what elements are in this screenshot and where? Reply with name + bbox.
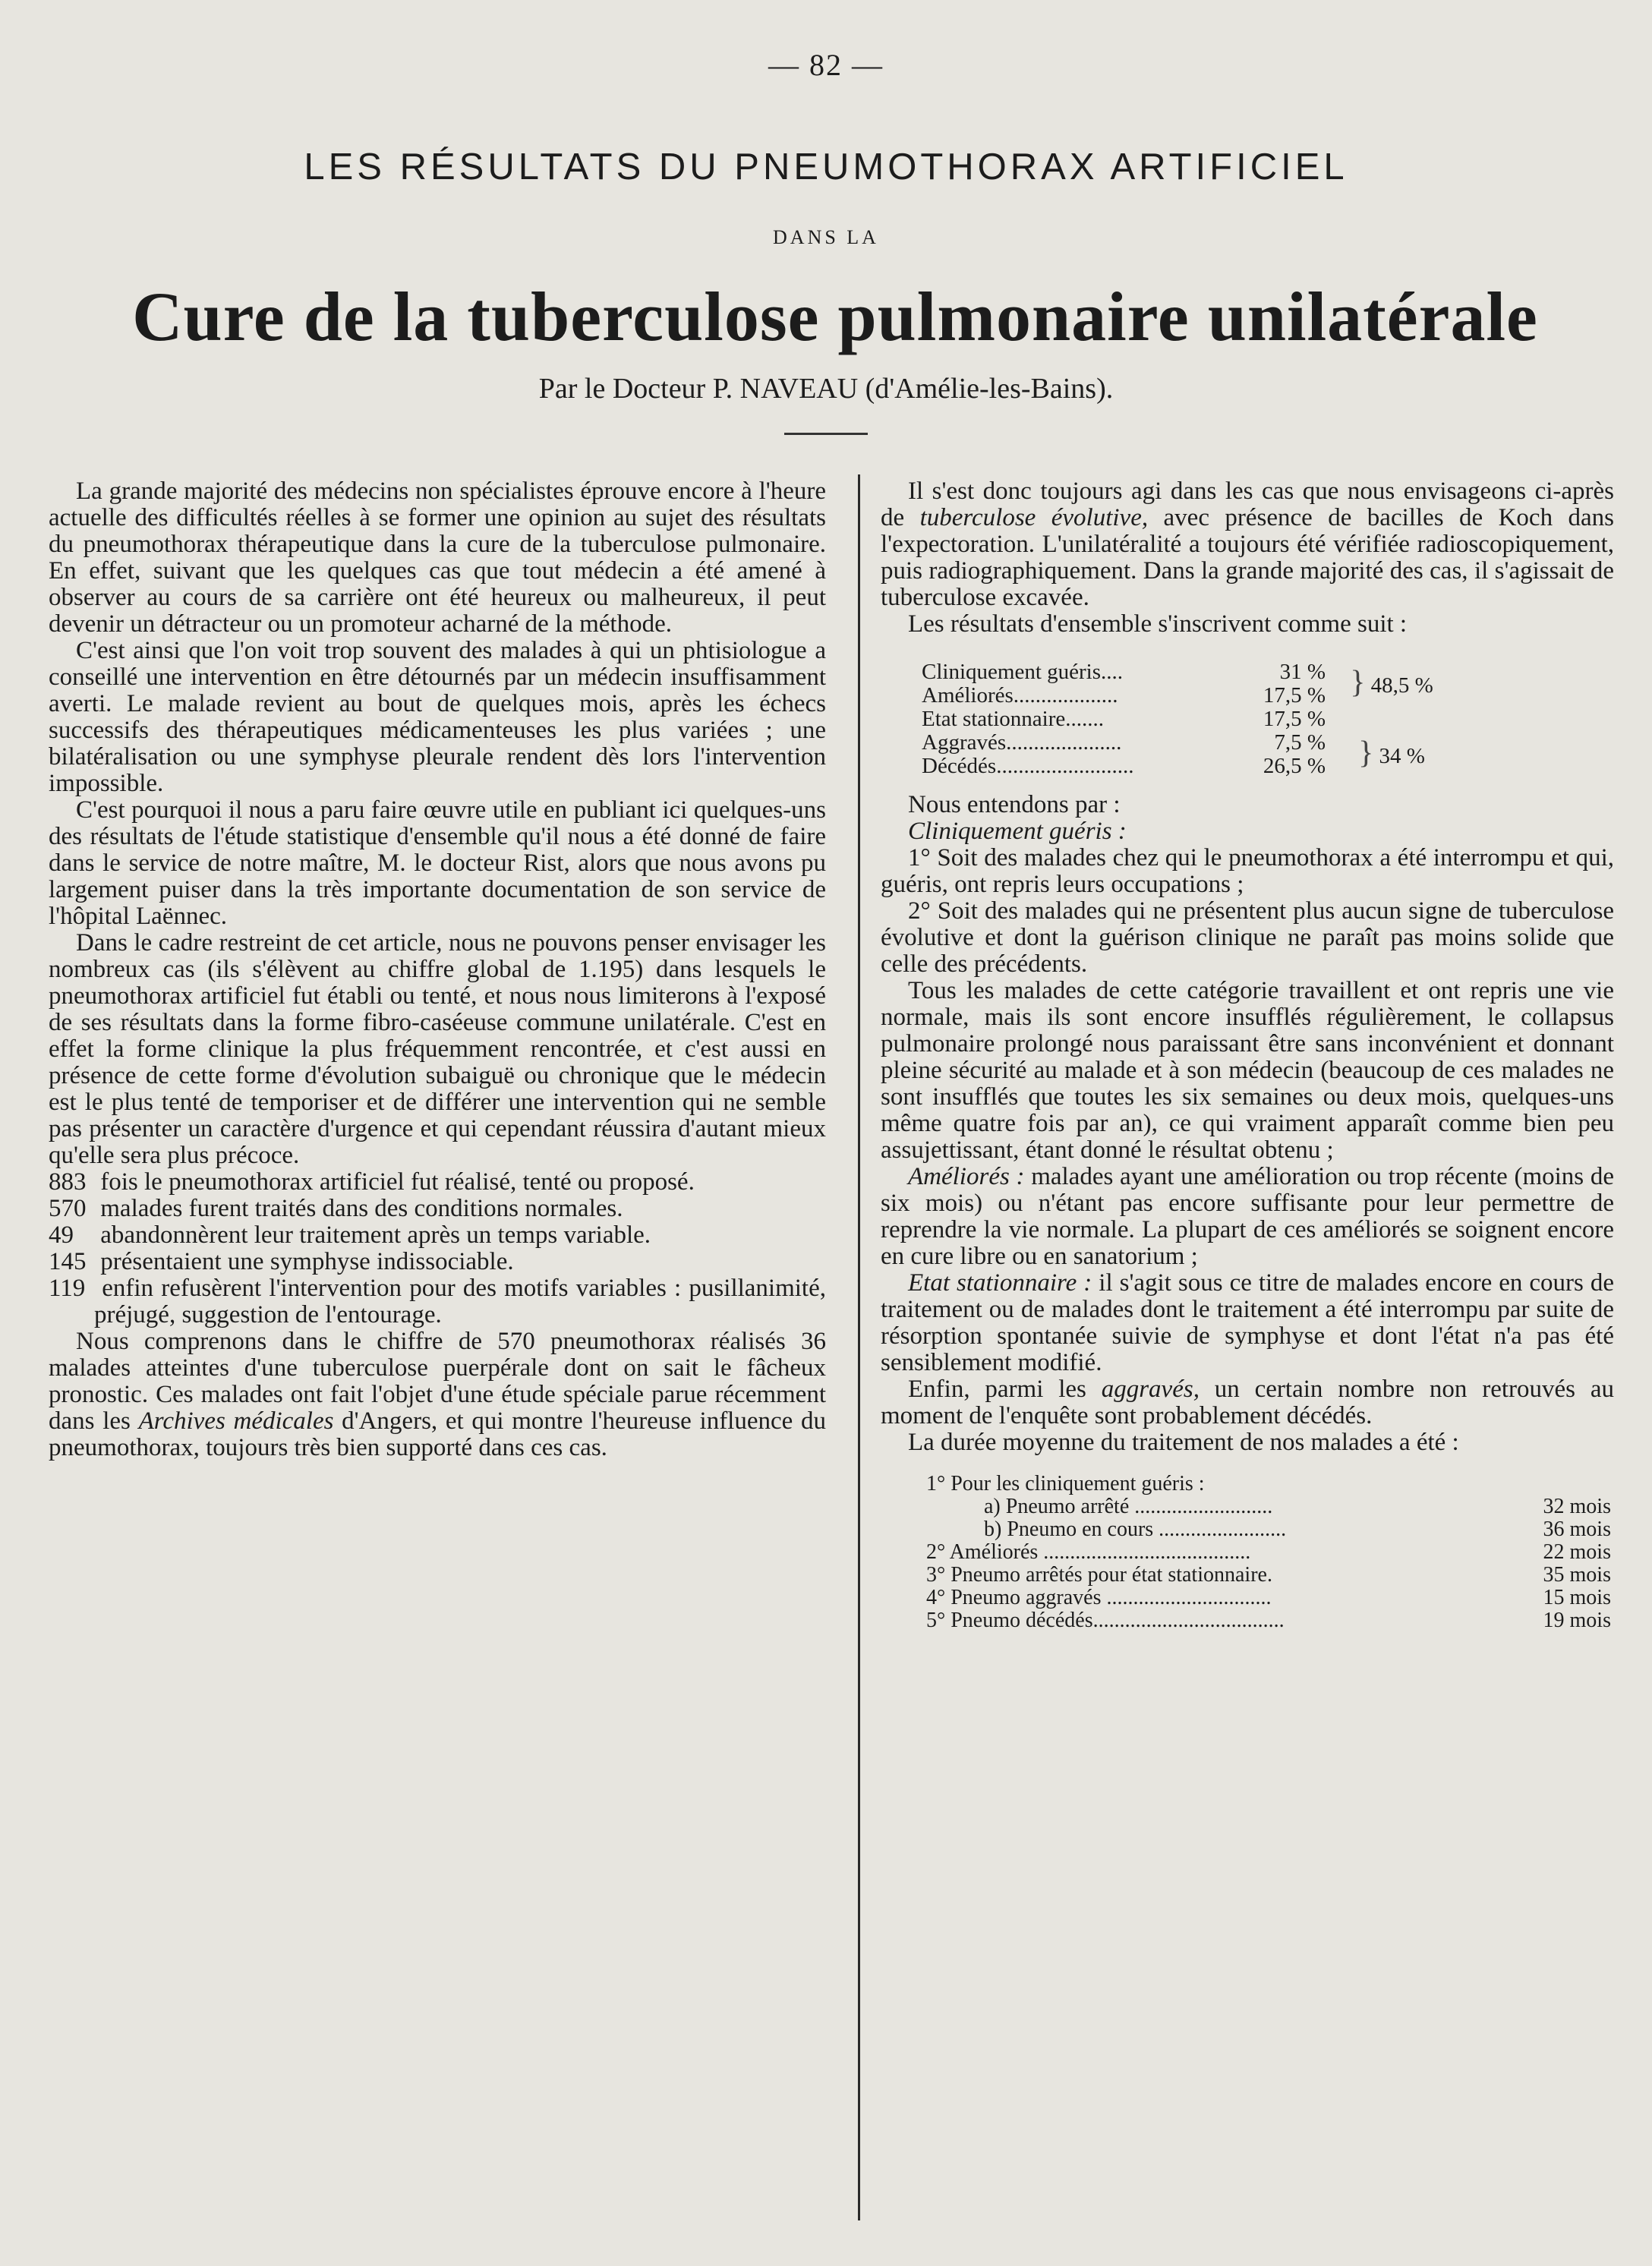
duration-label: 2° Améliorés .......................................	[926, 1540, 1251, 1564]
duration-value: 15 mois	[1543, 1586, 1611, 1609]
duration-row	[923, 1564, 1614, 1587]
paragraph	[881, 478, 1614, 611]
column-divider	[858, 474, 860, 2220]
case-count-item	[49, 1249, 826, 1275]
duration-table	[923, 1473, 1614, 1632]
paragraph: C'est ainsi que l'on voit trop souvent des malades à qui un phtisiologue a conseillé une intervention en être détournés par un médecin insuffisamment averti. Le malade revient au bout de quelques mois, après les échecs successifs des thérapeutiques médicamenteuses les plus variées ; une bilatéralisation ou une symphyse pleurale rendent dès lors l'intervention impossible.	[49, 637, 826, 797]
case-count-text: malades furent traités dans des conditions normales.	[100, 1195, 623, 1222]
paragraph: La durée moyenne du traitement de nos malades a été :	[908, 1429, 1459, 1456]
journal-name: Archives médicales	[138, 1407, 334, 1435]
case-count-text: fois le pneumothorax artificiel fut réalisé, tenté ou proposé.	[100, 1168, 695, 1196]
case-count-number: 145	[49, 1248, 87, 1275]
text-run: Nous comprenons dans le chiffre de 570 pneumothorax réalisés 36 malades atteintes d'une tuberculose puerpérale dont on sait le fâcheux pronostic. Ces malades ont fait l'objet d'une étude spéciale parue récemment dans les	[49, 1328, 826, 1435]
case-count-text: enfin refusèrent l'intervention pour des motifs variables : pusillanimité, préjugé, suggestion de l'entourage.	[94, 1275, 826, 1328]
paragraph: 2° Soit des malades qui ne présentent plus aucun signe de tuberculose évolutive et dont la guérison clinique ne paraît pas moins solide que celle des précédents.	[881, 897, 1614, 978]
article-connector: DANS LA	[773, 226, 879, 248]
definition-heading: Cliniquement guéris :	[908, 818, 1127, 845]
brace-icon: }	[1350, 664, 1366, 700]
results-group-value: 34 %	[1379, 743, 1425, 768]
paragraph: 1° Soit des malades chez qui le pneumothorax a été interrompu et qui, guéris, ont repris leurs occupations ;	[881, 844, 1614, 898]
results-row	[917, 731, 1453, 755]
case-count-list	[49, 1169, 826, 1328]
paragraph: Nous entendons par :	[908, 791, 1121, 818]
results-value: 31 %	[1279, 660, 1326, 684]
results-table	[917, 660, 1453, 778]
right-column	[881, 478, 1614, 1632]
article-byline: Par le Docteur P. NAVEAU (d'Amélie-les-Bains).	[538, 373, 1114, 405]
case-count-number: 883	[49, 1168, 87, 1196]
case-count-item	[49, 1222, 826, 1249]
case-count-item	[49, 1169, 826, 1196]
results-value: 26,5 %	[1263, 754, 1326, 778]
results-label: Etat stationnaire.......	[922, 707, 1104, 731]
results-row	[917, 708, 1453, 731]
duration-label: 4° Pneumo aggravés ...............................	[926, 1586, 1272, 1609]
duration-row	[923, 1518, 1614, 1541]
paragraph	[881, 1270, 1614, 1376]
case-count-item	[49, 1196, 826, 1222]
case-count-item	[49, 1275, 826, 1328]
emphasis: tuberculose évolutive,	[919, 504, 1149, 531]
results-label: Aggravés.....................	[922, 730, 1122, 755]
duration-label: 3° Pneumo arrêtés pour état stationnaire.	[926, 1563, 1272, 1587]
text-run: d'Angers, et qui montre l'heureuse influence du pneumothorax, toujours très bien supporté dans ces cas.	[49, 1407, 826, 1461]
article-supertitle: LES RÉSULTATS DU PNEUMOTHORAX ARTIFICIEL	[304, 147, 1348, 188]
paragraph	[49, 1328, 826, 1461]
results-value: 17,5 %	[1263, 707, 1326, 731]
paragraph: C'est pourquoi il nous a paru faire œuvre utile en publiant ici quelques-uns des résultats de l'étude statistique d'ensemble qu'il nous a été donné de faire dans le service de notre maître, M. le docteur Rist, alors que nous avons pu largement puiser dans la très importante documentation de son service de l'hôpital Laënnec.	[49, 796, 826, 930]
paragraph	[881, 1376, 1614, 1429]
duration-label: a) Pneumo arrêté ..........................	[984, 1495, 1273, 1518]
title-divider	[784, 433, 868, 435]
text-run: avec présence de bacilles de Koch dans l'expectoration. L'unilatéralité a toujours été vérifiée radioscopiquement, puis radiographiquement. Dans la grande majorité des cas, il s'agissait de tuberculose excavée.	[881, 504, 1614, 611]
duration-value: 35 mois	[1543, 1563, 1611, 1587]
text-run: un certain nombre non retrouvés au moment de l'enquête sont probablement décédés.	[881, 1376, 1614, 1429]
left-column	[49, 478, 826, 1461]
duration-value: 36 mois	[1543, 1517, 1611, 1541]
case-count-text: présentaient une symphyse indissociable.	[100, 1248, 514, 1275]
results-label: Décédés.........................	[922, 754, 1134, 778]
results-value: 17,5 %	[1263, 683, 1326, 708]
case-count-number: 570	[49, 1195, 87, 1222]
duration-row	[923, 1587, 1614, 1609]
duration-label: 5° Pneumo décédés....................................	[926, 1609, 1285, 1632]
duration-value: 22 mois	[1543, 1540, 1611, 1564]
case-count-number: 49	[49, 1221, 74, 1249]
results-value: 7,5 %	[1274, 730, 1326, 755]
duration-label: b) Pneumo en cours ........................	[984, 1517, 1287, 1541]
results-group-good	[1330, 660, 1453, 708]
duration-row	[923, 1541, 1614, 1564]
paragraph: Les résultats d'ensemble s'inscrivent comme suit :	[908, 610, 1408, 638]
emphasis: aggravés,	[1101, 1376, 1200, 1403]
duration-row	[923, 1473, 1614, 1495]
duration-row	[923, 1609, 1614, 1632]
duration-row	[923, 1495, 1614, 1518]
case-count-number: 119	[49, 1275, 86, 1302]
duration-value: 19 mois	[1543, 1609, 1611, 1632]
paragraph: Tous les malades de cette catégorie travaillent et ont repris une vie normale, mais ils sont encore insufflés régulièrement, le collapsus pulmonaire prolongé nous paraissant être sans inconvénient et donnant pleine sécurité au malade et à son médecin (beaucoup de ces malades ne sont insufflés que toutes les six semaines ou deux mois, quelques-uns même quatre fois par an), ce qui vraiment apparaît comme bien peu assujettissant, étant donné le résultat obtenu ;	[881, 977, 1614, 1164]
duration-label: 1° Pour les cliniquement guéris :	[926, 1472, 1205, 1495]
results-row	[917, 660, 1453, 684]
definition-heading: Améliorés :	[908, 1163, 1025, 1190]
article-title: Cure de la tuberculose pulmonaire unilatérale	[132, 278, 1538, 355]
text-run: il s'agit sous ce titre de malades encore en cours de traitement ou de malades dont le traitement a été interrompu par suite de résorption spontanée suivie de symphyse et dont l'état n'a pas été sensiblement modifié.	[881, 1269, 1615, 1376]
paragraph: La grande majorité des médecins non spécialistes éprouve encore à l'heure actuelle des difficultés réelles à se former une opinion au sujet des résultats du pneumothorax thérapeutique dans la cure de la tuberculose pulmonaire. En effet, suivant que les quelques cas que tout médecin a été amené à observer au cours de sa carrière ont été heureux ou malheureux, il peut devenir un détracteur ou un promoteur acharné de la méthode.	[49, 477, 826, 638]
results-group-bad	[1330, 731, 1453, 778]
paragraph	[881, 1164, 1614, 1270]
text-run: Enfin, parmi les	[908, 1376, 1102, 1403]
case-count-text: abandonnèrent leur traitement après un temps variable.	[100, 1221, 651, 1249]
brace-icon: }	[1358, 735, 1374, 771]
paragraph: Dans le cadre restreint de cet article, nous ne pouvons penser envisager les nombreux cas (ils s'élèvent au chiffre global de 1.195) dans lesquels le pneumothorax artificiel fut établi ou tenté, et nous nous limiterons à l'exposé de ses résultats dans la forme fibro-caséeuse commune unilatérale. C'est en effet la forme clinique la plus fréquemment rencontrée, et c'est aussi en présence de cette forme d'évolution subaiguë ou chronique que le médecin est le plus tenté de temporiser et de différer une intervention qui ne semble pas présenter un caractère d'urgence et qui cependant réussira d'autant mieux qu'elle sera plus précoce.	[49, 929, 826, 1169]
page-number: — 82 —	[768, 48, 884, 82]
duration-value	[1497, 1473, 1614, 1495]
results-label: Cliniquement guéris....	[922, 660, 1123, 684]
results-label: Améliorés...................	[922, 683, 1118, 708]
results-group-value: 48,5 %	[1370, 673, 1433, 698]
text-run: malades ayant une amélioration ou trop récente (moins de six mois) ou n'étant pas encore suffisante pour leur permettre de reprendre la vie normale. La plupart de ces améliorés se soignent encore en cure libre ou en sanatorium ;	[881, 1163, 1614, 1270]
duration-value: 32 mois	[1543, 1495, 1611, 1518]
definition-heading: Etat stationnaire :	[908, 1269, 1092, 1297]
text-run: Il s'est donc toujours agi dans les cas que nous envisageons ci-après de	[881, 477, 1614, 531]
